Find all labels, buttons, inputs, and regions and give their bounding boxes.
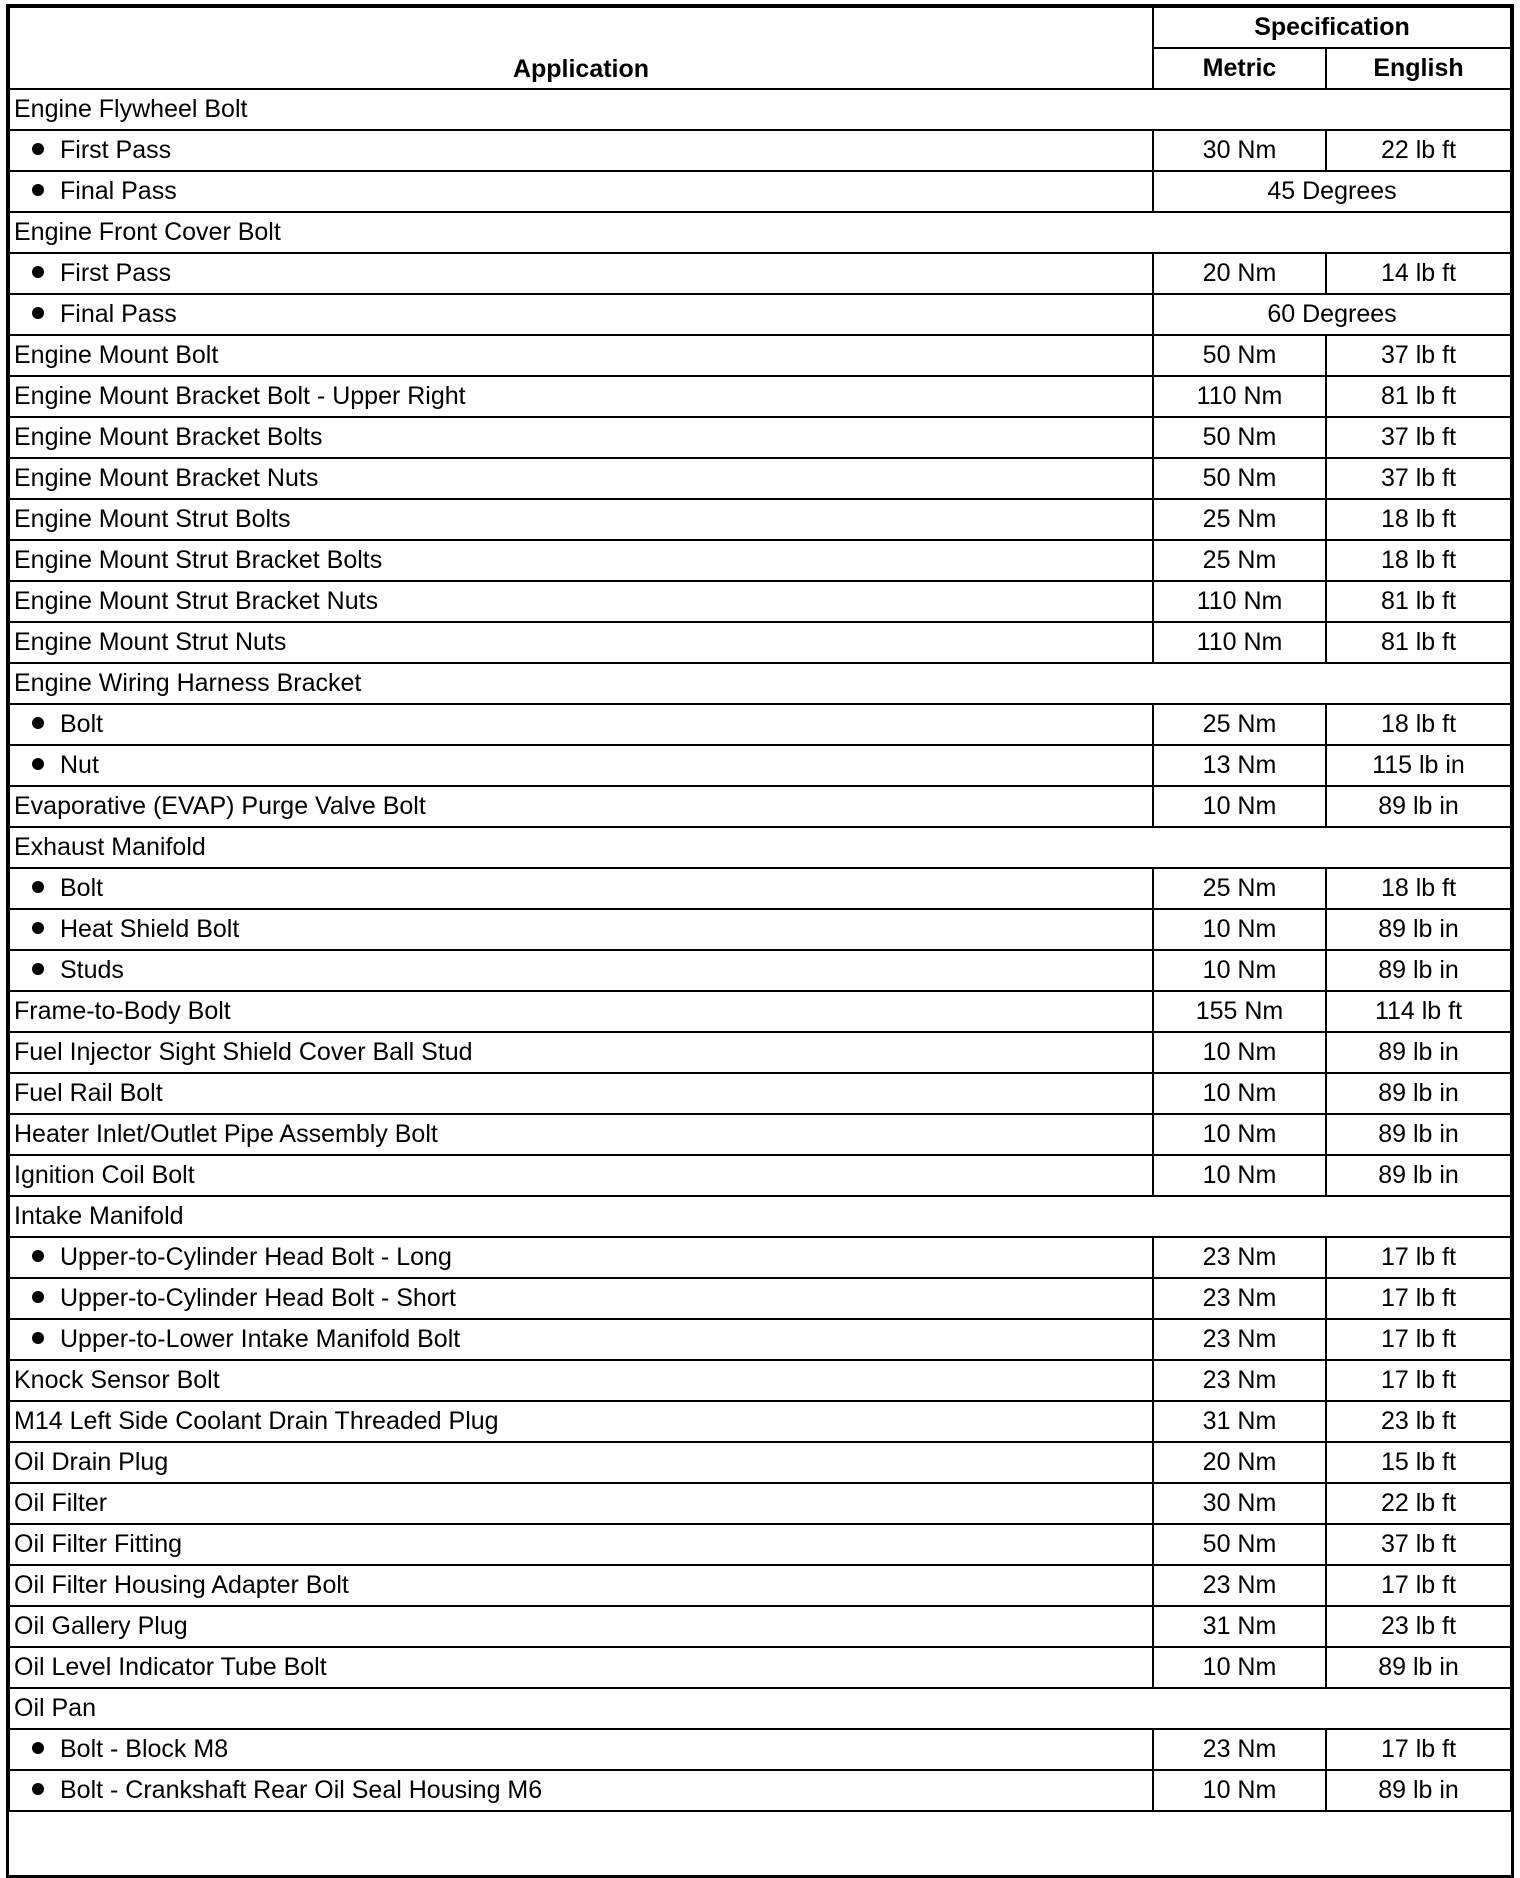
english-value-cell: 15 lb ft — [1326, 1442, 1511, 1483]
table-row — [9, 581, 1511, 622]
application-cell — [9, 1442, 1153, 1483]
metric-value-cell: 30 Nm — [1153, 1483, 1326, 1524]
english-value-cell: 18 lb ft — [1326, 868, 1511, 909]
table-row — [9, 130, 1511, 171]
application-label: Frame-to-Body Bolt — [14, 997, 231, 1025]
metric-value-cell: 10 Nm — [1153, 909, 1326, 950]
table-row — [9, 253, 1511, 294]
table-row — [9, 1688, 1511, 1729]
table-row — [9, 1565, 1511, 1606]
application-cell — [9, 786, 1153, 827]
application-cell — [9, 581, 1153, 622]
table-row — [9, 1606, 1511, 1647]
bullet-icon — [32, 881, 44, 893]
application-label: Exhaust Manifold — [14, 833, 206, 861]
metric-value-cell: 10 Nm — [1153, 950, 1326, 991]
english-value-cell: 81 lb ft — [1326, 622, 1511, 663]
application-cell — [9, 1483, 1153, 1524]
bullet-icon — [32, 143, 44, 155]
metric-value-cell: 30 Nm — [1153, 130, 1326, 171]
metric-value-cell: 10 Nm — [1153, 1155, 1326, 1196]
application-label: Engine Front Cover Bolt — [14, 218, 281, 246]
english-value-cell: 17 lb ft — [1326, 1237, 1511, 1278]
table-row — [9, 663, 1511, 704]
group-heading-cell — [9, 1196, 1511, 1237]
english-value-cell: 114 lb ft — [1326, 991, 1511, 1032]
english-value-cell: 89 lb in — [1326, 950, 1511, 991]
english-value-cell: 18 lb ft — [1326, 540, 1511, 581]
table-row — [9, 868, 1511, 909]
application-label: M14 Left Side Coolant Drain Threaded Plug — [14, 1407, 499, 1435]
sub-item-cell — [9, 1770, 1153, 1811]
application-cell — [9, 458, 1153, 499]
application-label: Ignition Coil Bolt — [14, 1161, 195, 1189]
english-value-cell: 89 lb in — [1326, 1647, 1511, 1688]
sub-item-cell — [9, 909, 1153, 950]
table-row — [9, 1319, 1511, 1360]
table-row — [9, 417, 1511, 458]
metric-value-cell: 25 Nm — [1153, 704, 1326, 745]
english-value-cell: 17 lb ft — [1326, 1360, 1511, 1401]
table-row — [9, 1114, 1511, 1155]
application-label: Nut — [60, 751, 99, 779]
english-value-cell: 89 lb in — [1326, 1073, 1511, 1114]
application-label: Final Pass — [60, 300, 177, 328]
metric-value-cell: 155 Nm — [1153, 991, 1326, 1032]
bullet-icon — [32, 1291, 44, 1303]
application-cell — [9, 1401, 1153, 1442]
english-value-cell: 22 lb ft — [1326, 130, 1511, 171]
metric-value-cell: 23 Nm — [1153, 1565, 1326, 1606]
metric-value-cell: 10 Nm — [1153, 786, 1326, 827]
table-row — [9, 622, 1511, 663]
metric-value-cell: 23 Nm — [1153, 1237, 1326, 1278]
application-label: Oil Level Indicator Tube Bolt — [14, 1653, 327, 1681]
table-row — [9, 745, 1511, 786]
application-cell — [9, 1155, 1153, 1196]
table-row — [9, 1401, 1511, 1442]
sub-item-cell — [9, 745, 1153, 786]
torque-spec-table — [8, 6, 1512, 1812]
group-heading-cell — [9, 89, 1511, 130]
bullet-icon — [32, 1332, 44, 1344]
sub-item-cell — [9, 294, 1153, 335]
english-value-cell: 89 lb in — [1326, 1770, 1511, 1811]
metric-value-cell: 23 Nm — [1153, 1360, 1326, 1401]
application-label: Engine Mount Bracket Nuts — [14, 464, 319, 492]
group-heading-cell — [9, 1688, 1511, 1729]
application-label: Bolt — [60, 874, 104, 902]
english-value-cell: 14 lb ft — [1326, 253, 1511, 294]
sub-item-cell — [9, 1319, 1153, 1360]
application-label: Knock Sensor Bolt — [14, 1366, 220, 1394]
metric-value-cell: 13 Nm — [1153, 745, 1326, 786]
application-label: Studs — [60, 956, 124, 984]
metric-value-cell: 10 Nm — [1153, 1032, 1326, 1073]
application-label: Fuel Rail Bolt — [14, 1079, 163, 1107]
application-label: Oil Filter Fitting — [14, 1530, 183, 1558]
application-label: Fuel Injector Sight Shield Cover Ball Stud — [14, 1038, 473, 1066]
application-cell — [9, 1524, 1153, 1565]
application-label: Bolt - Block M8 — [60, 1735, 229, 1763]
table-row — [9, 89, 1511, 130]
application-label: Engine Mount Bracket Bolt - Upper Right — [14, 382, 466, 410]
metric-value-cell: 10 Nm — [1153, 1114, 1326, 1155]
table-body — [9, 89, 1511, 1811]
english-value-cell: 37 lb ft — [1326, 335, 1511, 376]
english-value-cell: 17 lb ft — [1326, 1729, 1511, 1770]
table-row — [9, 1360, 1511, 1401]
english-value-cell: 89 lb in — [1326, 1155, 1511, 1196]
application-cell — [9, 1565, 1153, 1606]
bullet-icon — [32, 307, 44, 319]
bullet-icon — [32, 1783, 44, 1795]
metric-value-cell: 23 Nm — [1153, 1278, 1326, 1319]
sub-item-cell — [9, 253, 1153, 294]
application-label: Bolt — [60, 710, 104, 738]
application-label: Upper-to-Lower Intake Manifold Bolt — [60, 1325, 461, 1353]
english-value-cell: 89 lb in — [1326, 786, 1511, 827]
english-value-cell: 22 lb ft — [1326, 1483, 1511, 1524]
application-column-header: Application — [9, 7, 1153, 89]
metric-value-cell: 10 Nm — [1153, 1647, 1326, 1688]
metric-value-cell: 23 Nm — [1153, 1729, 1326, 1770]
sub-item-cell — [9, 1237, 1153, 1278]
application-label: Engine Mount Strut Bolts — [14, 505, 291, 533]
application-cell — [9, 376, 1153, 417]
sub-item-cell — [9, 1278, 1153, 1319]
bullet-icon — [32, 1250, 44, 1262]
application-label: Upper-to-Cylinder Head Bolt - Short — [60, 1284, 456, 1312]
table-row — [9, 294, 1511, 335]
application-label: First Pass — [60, 136, 172, 164]
metric-value-cell: 50 Nm — [1153, 1524, 1326, 1565]
application-label: Heater Inlet/Outlet Pipe Assembly Bolt — [14, 1120, 438, 1148]
english-value-cell: 89 lb in — [1326, 1032, 1511, 1073]
english-value-cell: 81 lb ft — [1326, 581, 1511, 622]
metric-value-cell: 50 Nm — [1153, 335, 1326, 376]
table-row — [9, 786, 1511, 827]
metric-value-cell: 10 Nm — [1153, 1073, 1326, 1114]
application-cell — [9, 622, 1153, 663]
application-label: First Pass — [60, 259, 172, 287]
metric-value-cell: 23 Nm — [1153, 1319, 1326, 1360]
specification-value-cell: 60 Degrees — [1153, 294, 1511, 335]
metric-value-cell: 110 Nm — [1153, 376, 1326, 417]
table-row — [9, 540, 1511, 581]
english-value-cell: 18 lb ft — [1326, 704, 1511, 745]
bullet-icon — [32, 266, 44, 278]
application-label: Engine Wiring Harness Bracket — [14, 669, 362, 697]
application-label: Bolt - Crankshaft Rear Oil Seal Housing M6 — [60, 1776, 543, 1804]
specification-column-header: Specification — [1153, 7, 1511, 48]
english-column-header: English — [1326, 48, 1511, 89]
metric-value-cell: 25 Nm — [1153, 868, 1326, 909]
bullet-icon — [32, 963, 44, 975]
bullet-icon — [32, 184, 44, 196]
application-label: Oil Filter — [14, 1489, 108, 1517]
table-row — [9, 827, 1511, 868]
sub-item-cell — [9, 868, 1153, 909]
table-row — [9, 704, 1511, 745]
bullet-icon — [32, 717, 44, 729]
table-row — [9, 1237, 1511, 1278]
application-label: Engine Mount Strut Bracket Nuts — [14, 587, 379, 615]
application-label: Oil Drain Plug — [14, 1448, 169, 1476]
table-row — [9, 991, 1511, 1032]
application-cell — [9, 499, 1153, 540]
english-value-cell: 17 lb ft — [1326, 1319, 1511, 1360]
application-label: Final Pass — [60, 177, 177, 205]
application-label: Engine Mount Strut Nuts — [14, 628, 287, 656]
application-label: Upper-to-Cylinder Head Bolt - Long — [60, 1243, 452, 1271]
table-row — [9, 1770, 1511, 1811]
table-row — [9, 1155, 1511, 1196]
table-row — [9, 1442, 1511, 1483]
application-label: Engine Mount Bolt — [14, 341, 219, 369]
english-value-cell: 23 lb ft — [1326, 1401, 1511, 1442]
table-row — [9, 458, 1511, 499]
specification-value-cell: 45 Degrees — [1153, 171, 1511, 212]
application-cell — [9, 335, 1153, 376]
table-row — [9, 950, 1511, 991]
english-value-cell: 37 lb ft — [1326, 417, 1511, 458]
metric-value-cell: 31 Nm — [1153, 1401, 1326, 1442]
metric-value-cell: 25 Nm — [1153, 540, 1326, 581]
application-cell — [9, 1360, 1153, 1401]
sub-item-cell — [9, 1729, 1153, 1770]
table-row — [9, 1483, 1511, 1524]
english-value-cell: 115 lb in — [1326, 745, 1511, 786]
english-value-cell: 89 lb in — [1326, 1114, 1511, 1155]
table-row — [9, 1278, 1511, 1319]
metric-value-cell: 20 Nm — [1153, 1442, 1326, 1483]
english-value-cell: 17 lb ft — [1326, 1565, 1511, 1606]
table-row — [9, 376, 1511, 417]
english-value-cell: 17 lb ft — [1326, 1278, 1511, 1319]
table-row — [9, 171, 1511, 212]
application-label: Intake Manifold — [14, 1202, 184, 1230]
application-cell — [9, 1073, 1153, 1114]
bullet-icon — [32, 758, 44, 770]
english-value-cell: 37 lb ft — [1326, 458, 1511, 499]
table-row — [9, 909, 1511, 950]
application-label: Oil Gallery Plug — [14, 1612, 188, 1640]
metric-value-cell: 20 Nm — [1153, 253, 1326, 294]
table-row — [9, 1647, 1511, 1688]
group-heading-cell — [9, 663, 1511, 704]
english-value-cell: 89 lb in — [1326, 909, 1511, 950]
metric-value-cell: 50 Nm — [1153, 458, 1326, 499]
application-cell — [9, 540, 1153, 581]
group-heading-cell — [9, 827, 1511, 868]
metric-value-cell: 10 Nm — [1153, 1770, 1326, 1811]
sub-item-cell — [9, 130, 1153, 171]
sub-item-cell — [9, 704, 1153, 745]
application-cell — [9, 1606, 1153, 1647]
application-cell — [9, 1114, 1153, 1155]
table-row — [9, 1073, 1511, 1114]
table-row — [9, 335, 1511, 376]
metric-value-cell: 110 Nm — [1153, 622, 1326, 663]
application-label: Engine Mount Strut Bracket Bolts — [14, 546, 383, 574]
group-heading-cell — [9, 212, 1511, 253]
english-value-cell: 23 lb ft — [1326, 1606, 1511, 1647]
application-label: Oil Filter Housing Adapter Bolt — [14, 1571, 349, 1599]
sub-item-cell — [9, 950, 1153, 991]
application-cell — [9, 417, 1153, 458]
metric-value-cell: 110 Nm — [1153, 581, 1326, 622]
bullet-icon — [32, 1742, 44, 1754]
table-header — [9, 7, 1511, 89]
application-label: Heat Shield Bolt — [60, 915, 240, 943]
metric-value-cell: 50 Nm — [1153, 417, 1326, 458]
table-row — [9, 499, 1511, 540]
table-row — [9, 1524, 1511, 1565]
bullet-icon — [32, 922, 44, 934]
metric-value-cell: 31 Nm — [1153, 1606, 1326, 1647]
english-value-cell: 18 lb ft — [1326, 499, 1511, 540]
table-row — [9, 212, 1511, 253]
english-value-cell: 37 lb ft — [1326, 1524, 1511, 1565]
application-cell — [9, 991, 1153, 1032]
application-label: Oil Pan — [14, 1694, 96, 1722]
metric-value-cell: 25 Nm — [1153, 499, 1326, 540]
application-label: Evaporative (EVAP) Purge Valve Bolt — [14, 792, 426, 820]
application-label: Engine Flywheel Bolt — [14, 95, 248, 123]
table-row — [9, 1729, 1511, 1770]
table-row — [9, 1196, 1511, 1237]
application-label: Engine Mount Bracket Bolts — [14, 423, 323, 451]
application-cell — [9, 1647, 1153, 1688]
table-row — [9, 1032, 1511, 1073]
application-cell — [9, 1032, 1153, 1073]
metric-column-header: Metric — [1153, 48, 1326, 89]
sub-item-cell — [9, 171, 1153, 212]
english-value-cell: 81 lb ft — [1326, 376, 1511, 417]
